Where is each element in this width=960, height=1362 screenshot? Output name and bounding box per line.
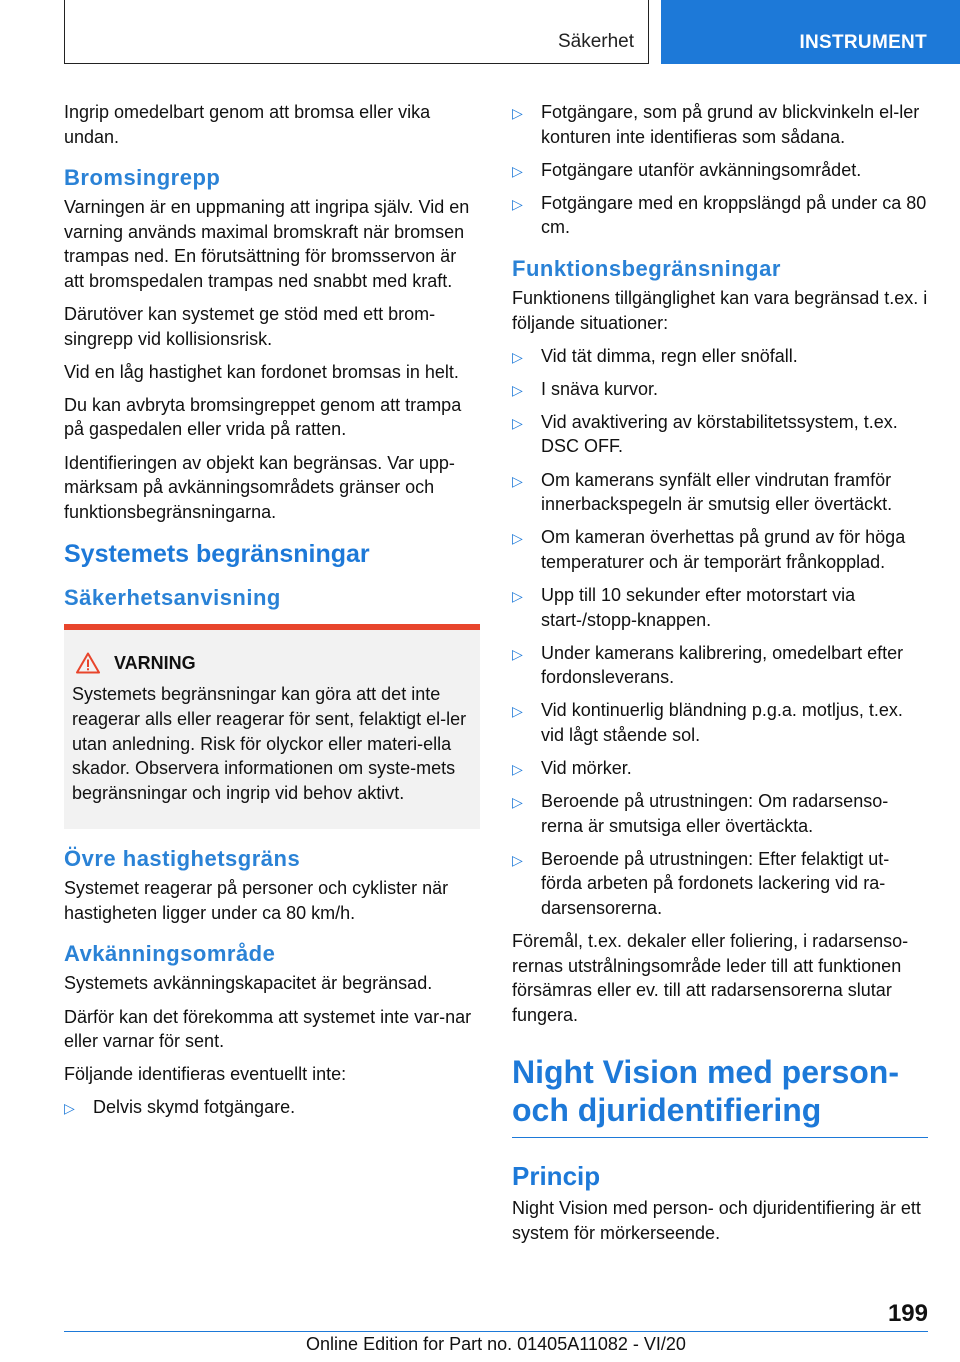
- bullet-triangle-icon: ▷: [512, 530, 523, 547]
- header-section-box: [64, 0, 649, 64]
- paragraph: Följande identifieras eventuellt inte:: [64, 1064, 347, 1085]
- heading-night-vision-line1: Night Vision med person-: [512, 1054, 899, 1091]
- list-item: ▷ Vid mörker.: [512, 756, 928, 781]
- heading-funktionsbegransningar: Funktionsbegränsningar: [512, 255, 781, 281]
- heading-avkanningsomrade: Avkänningsområde: [64, 941, 276, 967]
- paragraph: Identifieringen av objekt kan begränsas. Var upp-märksam på avkänningsområdets gränser och funktionsbegränsningarna.: [64, 452, 455, 522]
- heading-systemets-begransningar: Systemets begränsningar: [64, 540, 370, 569]
- list-item: ▷ Om kamerans synfält eller vindrutan framför innerbackspegeln är smutsig eller övertäckt.: [512, 469, 893, 515]
- footer-divider: [64, 1331, 928, 1332]
- list-item: ▷ Vid avaktivering av körstabilitetssystem, t.ex. DSC OFF.: [512, 411, 898, 457]
- list-item: ▷ Upp till 10 sekunder efter motorstart via start-/stopp-knappen.: [512, 584, 856, 630]
- paragraph: Föremål, t.ex. dekaler eller foliering, i radarsenso-rernas utstrålningsområde leder till att funktionen försämras eller ev. till att radarsensorerna slutar fungera.: [512, 931, 909, 1025]
- list-item: ▷ Beroende på utrustningen: Efter felaktigt ut-förda arbeten på fordonets lackering vid ra-darsensorerna.: [512, 848, 890, 918]
- bullet-triangle-icon: ▷: [512, 587, 523, 604]
- warning-text: Systemets begränsningar kan göra att det inte reagerar alls eller reagerar för sent, felaktigt el-ler utan anledning. Risk för olyckor eller materi-ella skador. Observera informationen om syste-mets begränsningar och ingrip vid behov aktivt.: [72, 684, 467, 803]
- list-item: ▷ Vid kontinuerlig bländning p.g.a. motljus, t.ex. vid lågt stående sol.: [512, 700, 903, 745]
- bullet-triangle-icon: ▷: [512, 348, 523, 365]
- paragraph: Systemet reagerar på personer och cyklister när hastigheten ligger under ca 80 km/h.: [64, 878, 449, 923]
- paragraph: Vid en låg hastighet kan fordonet bromsas in helt.: [64, 361, 459, 382]
- right-column: [512, 100, 928, 1254]
- heading-bromsingrepp: Bromsingrepp: [64, 165, 221, 191]
- bullet-triangle-icon: ▷: [512, 414, 523, 431]
- warning-title-row: [72, 652, 472, 674]
- warning-box: [64, 624, 480, 829]
- left-column: [64, 100, 480, 1128]
- bullet-triangle-icon: ▷: [512, 105, 523, 121]
- bullet-triangle-icon: ▷: [512, 851, 523, 868]
- warning-triangle-icon: [76, 652, 100, 674]
- page-number: 199: [887, 1300, 928, 1327]
- bullet-triangle-icon: ▷: [512, 760, 523, 777]
- bullet-list: [512, 344, 928, 921]
- paragraph: Funktionens tillgänglighet kan vara begränsad t.ex. i följande situationer:: [512, 287, 928, 333]
- header-chapter-label: INSTRUMENT: [799, 32, 927, 53]
- list-item: ▷ Fotgängare, som på grund av blickvinkeln el-ler konturen inte identifieras som sådana.: [512, 102, 920, 147]
- bullet-triangle-icon: ▷: [64, 1100, 75, 1117]
- heading-princip: Princip: [512, 1161, 601, 1192]
- bullet-triangle-icon: ▷: [512, 162, 523, 179]
- list-item: ▷ Beroende på utrustningen: Om radarsenso-rerna är smutsiga eller övertäckta.: [512, 791, 889, 836]
- heading-ovre-hastighetsgrans: Övre hastighetsgräns: [64, 846, 301, 872]
- list-item: ▷ Fotgängare utanför avkänningsområdet.: [512, 158, 928, 183]
- intro-paragraph: Ingrip omedelbart genom att bromsa eller vika undan.: [64, 102, 431, 147]
- footer-edition: Online Edition for Part no. 01405A11082 - VI/20: [306, 1334, 686, 1354]
- paragraph: Du kan avbryta bromsingreppet genom att trampa på gaspedalen eller vrida på ratten.: [64, 394, 462, 440]
- list-item: ▷ Vid tät dimma, regn eller snöfall.: [512, 344, 928, 369]
- paragraph: Varningen är en uppmaning att ingripa själv. Vid en varning används maximal bromskraft när bromsen trampas ned. En förutsättning för bromsservon är att bromspedalen trampas ned snabbt med kraft.: [64, 197, 470, 291]
- paragraph: Därutöver kan systemet ge stöd med ett brom-singrepp vid kollisionsrisk.: [64, 304, 436, 349]
- bullet-triangle-icon: ▷: [512, 381, 523, 398]
- heading-night-vision: [512, 1053, 928, 1138]
- list-item: ▷ Fotgängare med en kroppslängd på under ca 80 cm.: [512, 192, 927, 238]
- bullet-triangle-icon: ▷: [512, 645, 523, 662]
- bullet-list: [64, 1095, 480, 1120]
- header-chapter-tab: [661, 0, 960, 64]
- paragraph: Därför kan det förekomma att systemet inte var-nar eller varnar för sent.: [64, 1006, 472, 1052]
- paragraph: Systemets avkänningskapacitet är begränsad.: [64, 973, 433, 994]
- bullet-triangle-icon: ▷: [512, 703, 523, 720]
- bullet-triangle-icon: ▷: [512, 472, 523, 489]
- heading-night-vision-line2: och djuridentifiering: [512, 1092, 822, 1129]
- bullet-triangle-icon: ▷: [512, 195, 523, 212]
- list-item: ▷ I snäva kurvor.: [512, 377, 928, 402]
- list-item: ▷ Om kameran överhettas på grund av för höga temperaturer och är temporärt frånkopplad.: [512, 527, 906, 572]
- bullet-list: [512, 100, 928, 240]
- header-section-title: Säkerhet: [557, 31, 634, 52]
- bullet-triangle-icon: ▷: [512, 794, 523, 811]
- list-item: ▷ Under kamerans kalibrering, omedelbart efter fordonsleverans.: [512, 642, 904, 688]
- heading-sakerhetsanvisning: Säkerhetsanvisning: [64, 585, 281, 611]
- paragraph: Night Vision med person- och djuridentifiering är ett system för mörkerseende.: [512, 1198, 921, 1243]
- list-item: ▷ Delvis skymd fotgängare.: [64, 1095, 480, 1120]
- warning-title: VARNING: [114, 652, 196, 673]
